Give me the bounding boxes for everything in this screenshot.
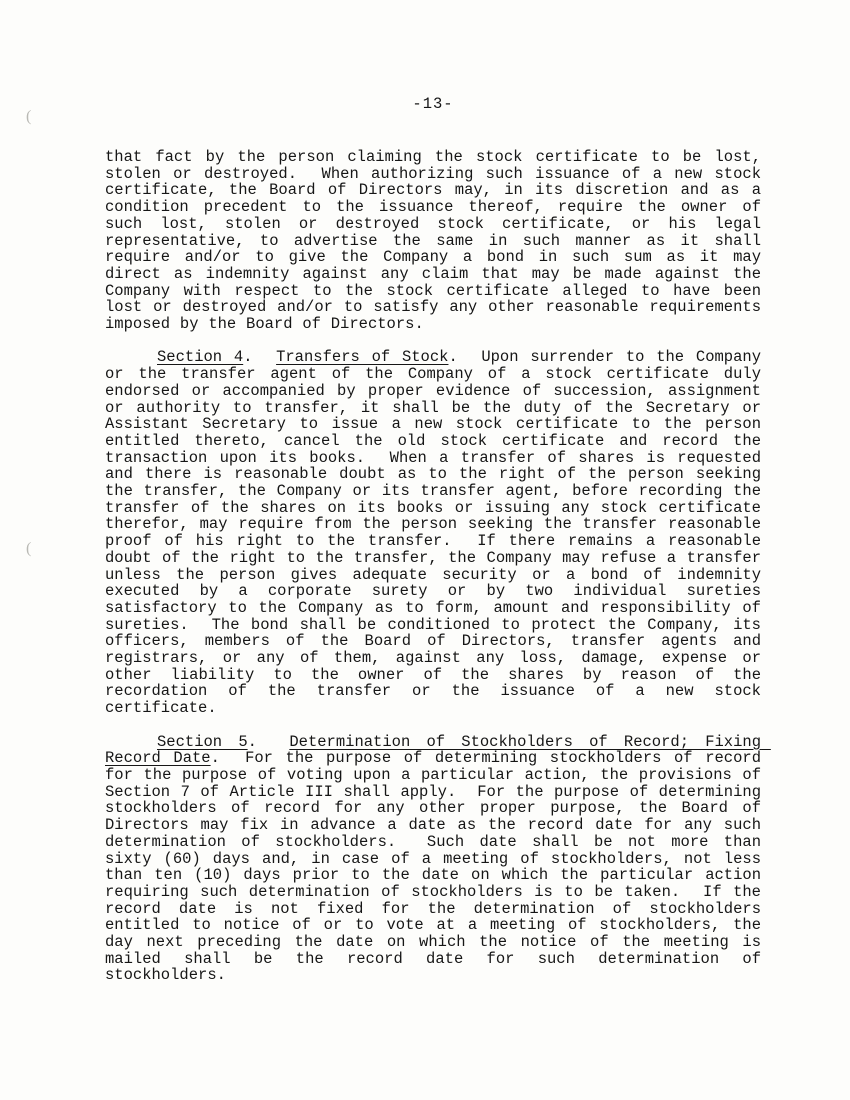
section-4-title: Transfers of Stock	[276, 348, 449, 367]
section-5-title: Determination of Stockholders of Record; Fixing Record Date	[105, 732, 771, 768]
section-5-paragraph	[105, 732, 771, 985]
section-5-label: Section 5	[157, 732, 248, 751]
section-5-separator: .	[247, 732, 290, 751]
section-4-separator: .	[243, 348, 277, 367]
scan-artifact: (	[26, 108, 32, 125]
section-4-label: Section 4	[157, 348, 244, 367]
page-number: -13-	[412, 95, 454, 113]
section-4-paragraph	[105, 348, 771, 718]
section-4-body: . Upon surrender to the Company or the transfer agent of the Company of a stock certificate duly endorsed or accompanied by proper evidence of succession, assignment or authority to transfer, it shall be the duty of the Secretary or Assistant Secretary to issue a new stock certificate to the person entitled thereto, cancel the old stock certificate and record the transaction upon its books. When a transfer of shares is requested and there is reasonable doubt as to the right of the person seeking the transfer, the Company or its transfer agent, before recording the transfer of the shares on its books or issuing any stock certificate therefor, may require from the person seeking the transfer reasonable proof of his right to the transfer. If there remains a reasonable doubt of the right to the transfer, the Company may refuse a transfer unless the person gives adequate security or a bond of indemnity executed by a corporate surety or by two individual sureties satisfactory to the Company as to form, amount and responsibility of sureties. The bond shall be conditioned to protect the Company, its officers, members of the Board of Directors, transfer agents and registrars, or any of them, against any loss, damage, expense or other liability to the owner of the shares by reason of the recordation of the transfer or the issuance of a new stock certificate.	[105, 348, 771, 718]
section-5-body: . For the purpose of determining stockholders of record for the purpose of voting upon a particular action, the provisions of Section 7 of Article III shall apply. For the purpose of determining stockholders of record for any other proper purpose, the Board of Directors may fix in advance a date as the record date for any such determination of stockholders. Such date shall be not more than sixty (60) days and, in case of a meeting of stockholders, not less than ten (10) days prior to the date on which the particular action requiring such determination of stockholders is to be taken. If the record date is not fixed for the determination of stockholders entitled to notice of or to vote at a meeting of stockholders, the day next preceding the date on which the notice of the meeting is mailed shall be the record date for such determination of stockholders.	[105, 749, 771, 985]
page-content	[105, 95, 771, 1001]
scan-artifact: (	[26, 540, 32, 557]
paragraph-continuation: that fact by the person claiming the stock certificate to be lost, stolen or destroyed. When authorizing such issuance of a new stock certificate, the Board of Directors may, in its discretion and as a condition precedent to the issuance thereof, require the owner of such lost, stolen or destroyed stock certificate, or his legal representative, to advertise the same in such manner as it shall require and/or to give the Company a bond in such sum as it may direct as indemnity against any claim that may be made against the Company with respect to the stock certificate alleged to have been lost or destroyed and/or to satisfy any other reasonable requirements imposed by the Board of Directors.	[105, 148, 771, 334]
